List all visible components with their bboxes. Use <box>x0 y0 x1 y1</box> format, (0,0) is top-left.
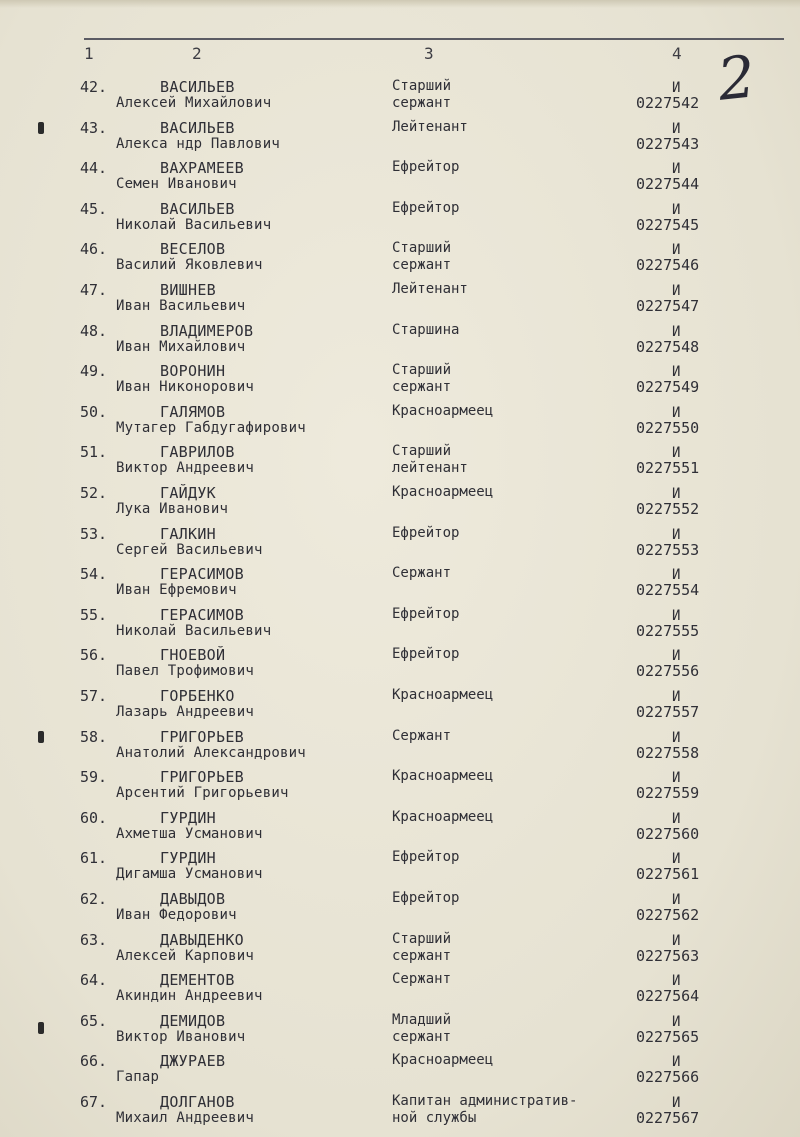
certificate-number: 0227544 <box>636 175 700 193</box>
surname: ВЛАДИМЕРОВ <box>160 322 254 340</box>
list-item <box>0 728 800 768</box>
rank-line-1: Старшина <box>392 322 460 338</box>
series-letter: И <box>672 202 681 218</box>
surname: ДЕМЕНТОВ <box>160 971 235 989</box>
series-letter: И <box>672 1014 681 1030</box>
military-rank <box>392 646 459 663</box>
given-names: Акиндин Андреевич <box>116 988 263 1004</box>
military-rank <box>392 971 451 988</box>
entry-number: 50. <box>80 403 108 421</box>
header-rule <box>84 38 784 40</box>
entry-number: 64. <box>80 971 108 989</box>
certificate-number: 0227560 <box>636 825 700 843</box>
list-item <box>0 525 800 565</box>
military-rank <box>392 403 493 420</box>
certificate-number: 0227559 <box>636 784 700 802</box>
given-names: Семен Иванович <box>116 176 237 192</box>
column-header-2: 2 <box>192 44 202 63</box>
surname: ГЕРАСИМОВ <box>160 606 244 624</box>
series-letter: И <box>672 242 681 258</box>
surname: ВОРОНИН <box>160 362 226 380</box>
certificate-number: 0227555 <box>636 622 700 640</box>
military-rank <box>392 768 493 785</box>
rank-line-1: Лейтенант <box>392 119 468 135</box>
series-letter: И <box>672 80 681 96</box>
rank-line-1: Красноармеец <box>392 1052 494 1068</box>
paper-edge <box>0 0 800 8</box>
rank-line-1: Старший <box>392 362 452 378</box>
certificate-number: 0227548 <box>636 338 700 356</box>
military-rank <box>392 240 451 274</box>
list-item <box>0 646 800 686</box>
certificate-number: 0227566 <box>636 1068 700 1086</box>
entry-number: 51. <box>80 443 108 461</box>
certificate-number: 0227564 <box>636 987 700 1005</box>
list-item <box>0 1052 800 1092</box>
certificate-number: 0227552 <box>636 500 700 518</box>
entry-number: 59. <box>80 768 108 786</box>
military-rank <box>392 525 459 542</box>
list-item <box>0 119 800 159</box>
given-names: Арсентий Григорьевич <box>116 785 289 801</box>
list-item <box>0 200 800 240</box>
surname: ГОРБЕНКО <box>160 687 235 705</box>
list-item <box>0 931 800 971</box>
series-letter: И <box>672 892 681 908</box>
entry-number: 45. <box>80 200 108 218</box>
rank-line-1: Ефрейтор <box>392 606 460 622</box>
certificate-number: 0227556 <box>636 662 700 680</box>
entry-number: 44. <box>80 159 108 177</box>
rank-line-1: Ефрейтор <box>392 159 460 175</box>
series-letter: И <box>672 689 681 705</box>
entry-number: 67. <box>80 1093 108 1111</box>
list-item <box>0 565 800 605</box>
certificate-number: 0227557 <box>636 703 700 721</box>
entry-number: 47. <box>80 281 108 299</box>
surname: ГНОЕВОЙ <box>160 646 226 664</box>
series-letter: И <box>672 121 681 137</box>
list-item <box>0 1093 800 1133</box>
series-letter: И <box>672 933 681 949</box>
certificate-number: 0227551 <box>636 459 700 477</box>
column-header-4: 4 <box>672 44 682 63</box>
given-names: Алекса ндр Павлович <box>116 136 280 152</box>
surname: ГУРДИН <box>160 809 216 827</box>
series-letter: И <box>672 973 681 989</box>
list-item <box>0 606 800 646</box>
certificate-number: 0227562 <box>636 906 700 924</box>
rank-line-1: Старший <box>392 78 452 94</box>
certificate-number: 0227558 <box>636 744 700 762</box>
rank-line-1: Ефрейтор <box>392 200 460 216</box>
rank-line-2: сержант <box>392 257 452 273</box>
surname: ВАСИЛЬЕВ <box>160 200 235 218</box>
military-rank <box>392 484 493 501</box>
series-letter: И <box>672 486 681 502</box>
entry-number: 60. <box>80 809 108 827</box>
list-item <box>0 809 800 849</box>
rank-line-2: сержант <box>392 1029 452 1045</box>
certificate-number: 0227545 <box>636 216 700 234</box>
given-names: Гапар <box>116 1069 160 1085</box>
given-names: Виктор Иванович <box>116 1029 246 1045</box>
entry-number: 55. <box>80 606 108 624</box>
military-rank <box>392 890 459 907</box>
certificate-number: 0227563 <box>636 947 700 965</box>
given-names: Иван Федорович <box>116 907 237 923</box>
entry-number: 57. <box>80 687 108 705</box>
given-names: Анатолий Александрович <box>116 745 306 761</box>
series-letter: И <box>672 283 681 299</box>
certificate-number: 0227546 <box>636 256 700 274</box>
rank-line-1: Красноармеец <box>392 809 494 825</box>
rank-line-1: Старший <box>392 931 452 947</box>
surname: ГАЛЯМОВ <box>160 403 226 421</box>
surname: ГЕРАСИМОВ <box>160 565 244 583</box>
entry-number: 61. <box>80 849 108 867</box>
list-item <box>0 849 800 889</box>
series-letter: И <box>672 324 681 340</box>
list-item <box>0 1012 800 1052</box>
series-letter: И <box>672 527 681 543</box>
military-rank <box>392 443 468 477</box>
entry-number: 48. <box>80 322 108 340</box>
handwritten-page-number: 2 <box>714 42 759 114</box>
surname: ГРИГОРЬЕВ <box>160 768 244 786</box>
entry-number: 46. <box>80 240 108 258</box>
given-names: Сергей Васильевич <box>116 542 263 558</box>
given-names: Павел Трофимович <box>116 663 255 679</box>
rank-line-1: Старший <box>392 240 452 256</box>
military-rank <box>392 200 459 217</box>
series-letter: И <box>672 811 681 827</box>
given-names: Лука Иванович <box>116 501 229 517</box>
series-letter: И <box>672 851 681 867</box>
surname: ДАВЫДЕНКО <box>160 931 244 949</box>
entry-number: 43. <box>80 119 108 137</box>
rank-line-1: Ефрейтор <box>392 646 460 662</box>
certificate-number: 0227561 <box>636 865 700 883</box>
military-rank <box>392 1093 577 1127</box>
given-names: Иван Васильевич <box>116 298 246 314</box>
rank-line-2: сержант <box>392 948 452 964</box>
surname: ДЖУРАЕВ <box>160 1052 226 1070</box>
surname: ГРИГОРЬЕВ <box>160 728 244 746</box>
certificate-number: 0227554 <box>636 581 700 599</box>
rank-line-2: сержант <box>392 95 452 111</box>
series-letter: И <box>672 161 681 177</box>
given-names: Алексей Михайлович <box>116 95 272 111</box>
rank-line-1: Лейтенант <box>392 281 468 297</box>
surname: ДАВЫДОВ <box>160 890 226 908</box>
surname: ГАЛКИН <box>160 525 216 543</box>
rank-line-1: Младший <box>392 1012 452 1028</box>
military-rank <box>392 1012 451 1046</box>
given-names: Лазарь Андреевич <box>116 704 255 720</box>
column-header-1: 1 <box>84 44 94 63</box>
list-item <box>0 890 800 930</box>
military-rank <box>392 565 451 582</box>
list-item <box>0 78 800 118</box>
given-names: Ахметша Усманович <box>116 826 263 842</box>
series-letter: И <box>672 648 681 664</box>
series-letter: И <box>672 445 681 461</box>
rank-line-1: Красноармеец <box>392 403 494 419</box>
list-item <box>0 484 800 524</box>
list-item <box>0 322 800 362</box>
series-letter: И <box>672 364 681 380</box>
rank-line-1: Сержант <box>392 565 452 581</box>
military-rank <box>392 687 493 704</box>
military-rank <box>392 362 451 396</box>
rank-line-1: Красноармеец <box>392 768 494 784</box>
given-names: Николай Васильевич <box>116 217 272 233</box>
surname: ВЕСЕЛОВ <box>160 240 226 258</box>
list-item <box>0 971 800 1011</box>
military-rank <box>392 281 468 298</box>
rank-line-1: Ефрейтор <box>392 890 460 906</box>
surname: ВАСИЛЬЕВ <box>160 119 235 137</box>
given-names: Иван Михайлович <box>116 339 246 355</box>
rank-line-2: ной службы <box>392 1110 477 1126</box>
series-letter: И <box>672 608 681 624</box>
military-rank <box>392 322 459 339</box>
certificate-number: 0227542 <box>636 94 700 112</box>
series-letter: И <box>672 730 681 746</box>
rank-line-1: Ефрейтор <box>392 849 460 865</box>
series-letter: И <box>672 567 681 583</box>
series-letter: И <box>672 770 681 786</box>
military-rank <box>392 159 459 176</box>
surname: ВАСИЛЬЕВ <box>160 78 235 96</box>
given-names: Мутагер Габдугафирович <box>116 420 306 436</box>
rank-line-2: сержант <box>392 379 452 395</box>
rank-line-1: Сержант <box>392 728 452 744</box>
rank-line-1: Красноармеец <box>392 484 494 500</box>
series-letter: И <box>672 1095 681 1111</box>
entry-number: 42. <box>80 78 108 96</box>
list-item <box>0 403 800 443</box>
entry-number: 52. <box>80 484 108 502</box>
list-item <box>0 768 800 808</box>
entry-number: 62. <box>80 890 108 908</box>
military-rank <box>392 931 451 965</box>
series-letter: И <box>672 1054 681 1070</box>
given-names: Иван Ефремович <box>116 582 237 598</box>
certificate-number: 0227553 <box>636 541 700 559</box>
list-item <box>0 687 800 727</box>
surname: ДОЛГАНОВ <box>160 1093 235 1111</box>
given-names: Алексей Карпович <box>116 948 255 964</box>
given-names: Иван Никонорович <box>116 379 255 395</box>
entry-number: 65. <box>80 1012 108 1030</box>
rank-line-1: Сержант <box>392 971 452 987</box>
certificate-number: 0227543 <box>636 135 700 153</box>
rank-line-1: Капитан административ- <box>392 1093 578 1109</box>
list-item <box>0 362 800 402</box>
military-rank <box>392 849 459 866</box>
certificate-number: 0227565 <box>636 1028 700 1046</box>
military-rank <box>392 728 451 745</box>
list-item <box>0 159 800 199</box>
rank-line-1: Красноармеец <box>392 687 494 703</box>
given-names: Дигамша Усманович <box>116 866 263 882</box>
entry-number: 53. <box>80 525 108 543</box>
rank-line-1: Ефрейтор <box>392 525 460 541</box>
military-rank <box>392 119 468 136</box>
entry-number: 56. <box>80 646 108 664</box>
column-header-3: 3 <box>424 44 434 63</box>
surname: ВАХРАМЕЕВ <box>160 159 244 177</box>
given-names: Василий Яковлевич <box>116 257 263 273</box>
surname: ГАВРИЛОВ <box>160 443 235 461</box>
entry-number: 63. <box>80 931 108 949</box>
list-item <box>0 240 800 280</box>
certificate-number: 0227550 <box>636 419 700 437</box>
military-rank <box>392 78 451 112</box>
military-rank <box>392 1052 493 1069</box>
entry-number: 54. <box>80 565 108 583</box>
rank-line-1: Старший <box>392 443 452 459</box>
list-item <box>0 281 800 321</box>
surname: ГУРДИН <box>160 849 216 867</box>
list-item <box>0 443 800 483</box>
military-rank <box>392 809 493 826</box>
series-letter: И <box>672 405 681 421</box>
given-names: Николай Васильевич <box>116 623 272 639</box>
given-names: Виктор Андреевич <box>116 460 255 476</box>
given-names: Михаил Андреевич <box>116 1110 255 1126</box>
military-rank <box>392 606 459 623</box>
surname: ДЕМИДОВ <box>160 1012 226 1030</box>
entry-number: 66. <box>80 1052 108 1070</box>
certificate-number: 0227549 <box>636 378 700 396</box>
entry-number: 49. <box>80 362 108 380</box>
surname: ГАЙДУК <box>160 484 216 502</box>
entry-number: 58. <box>80 728 108 746</box>
surname: ВИШНЕВ <box>160 281 216 299</box>
certificate-number: 0227567 <box>636 1109 700 1127</box>
certificate-number: 0227547 <box>636 297 700 315</box>
rank-line-2: лейтенант <box>392 460 468 476</box>
